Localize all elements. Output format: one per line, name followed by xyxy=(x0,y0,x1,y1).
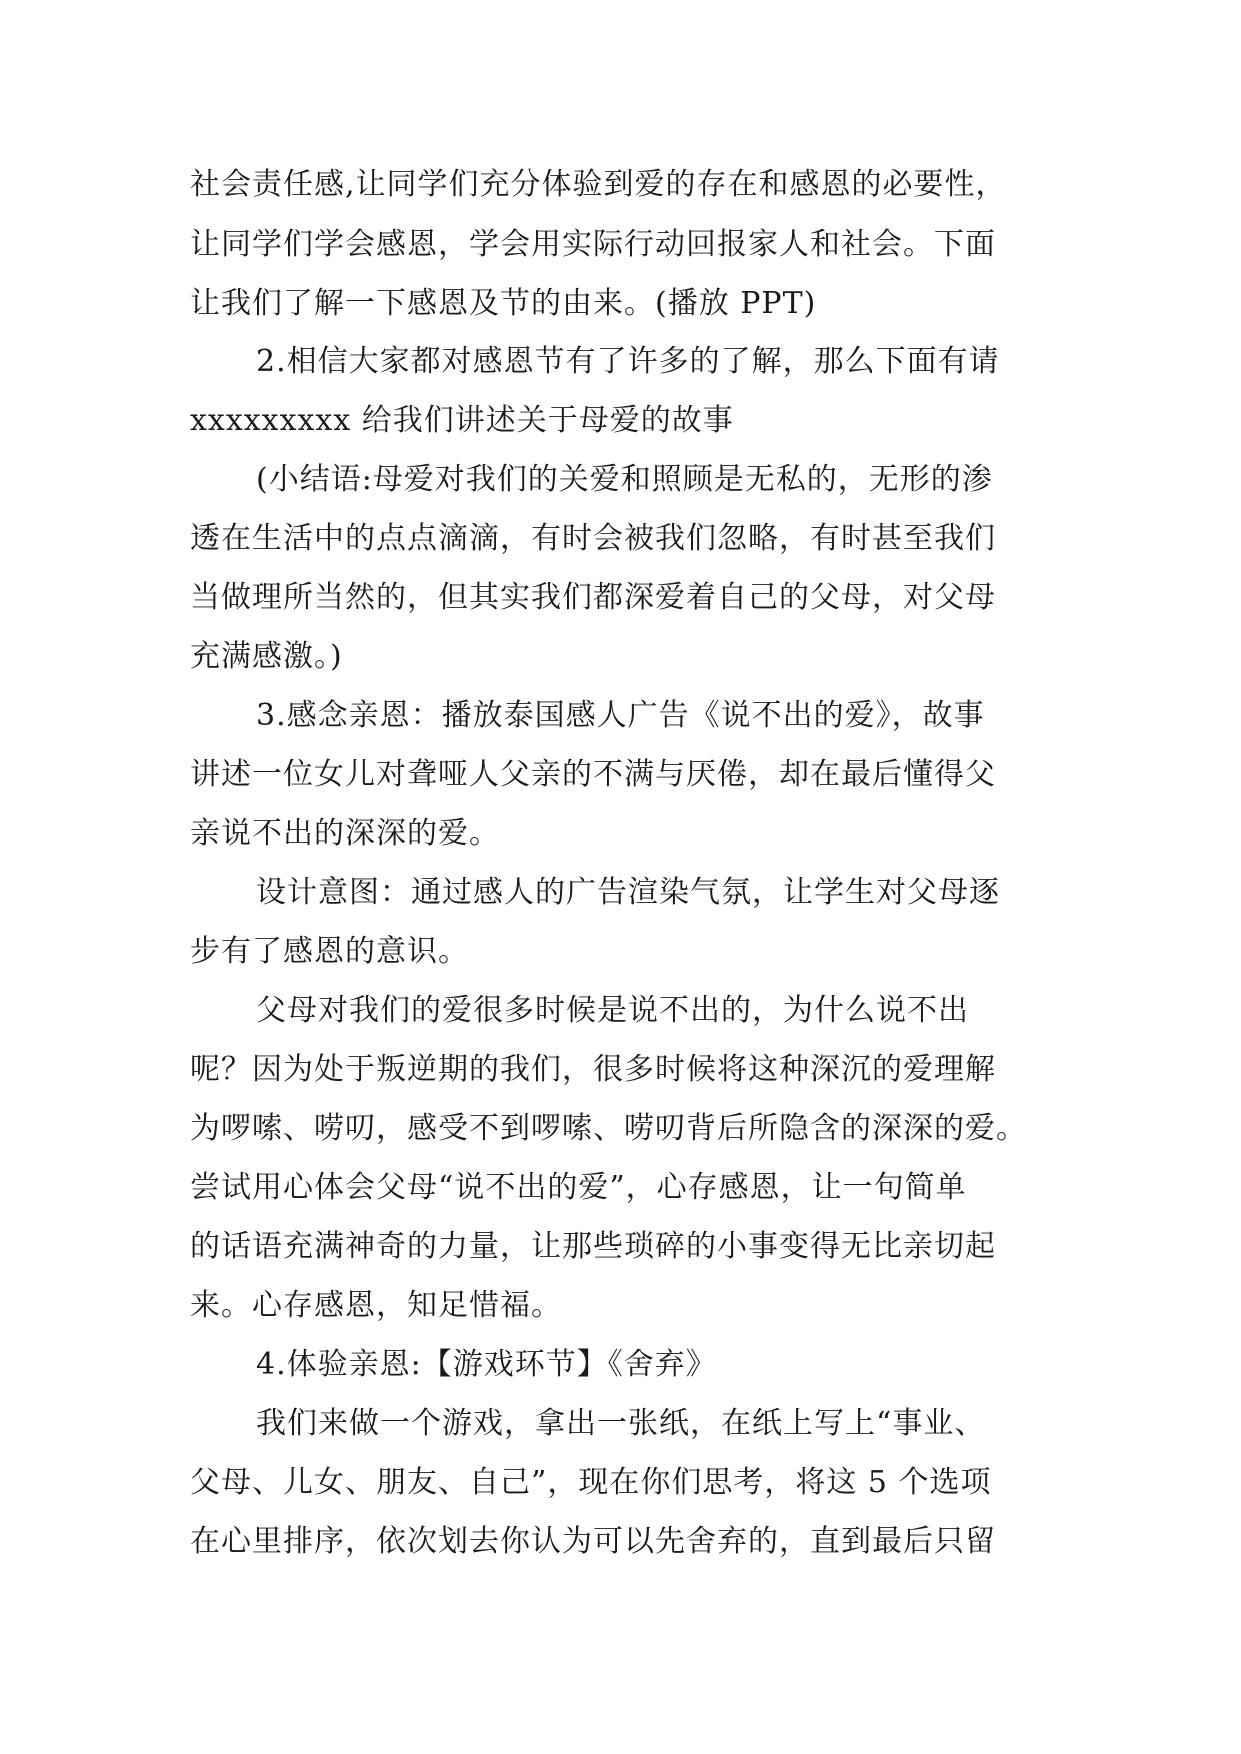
text-line: 2.相信大家都对感恩节有了许多的了解，那么下面有请 xyxy=(256,344,1000,379)
text-line: (小结语:母爱对我们的关爱和照顾是无私的，无形的渗 xyxy=(256,462,993,497)
text-line: 父母对我们的爱很多时候是说不出的，为什么说不出 xyxy=(256,993,969,1028)
text-line: 为啰嗦、唠叨，感受不到啰嗦、唠叨背后所隐含的深深的爱。 xyxy=(190,1111,1027,1146)
text-line: 的话语充满神奇的力量，让那些琐碎的小事变得无比亲切起 xyxy=(190,1229,996,1264)
text-line: 当做理所当然的，但其实我们都深爱着自己的父母，对父母 xyxy=(190,580,996,615)
text-line: 透在生活中的点点滴滴，有时会被我们忽略，有时甚至我们 xyxy=(190,521,996,556)
text-line: 步有了感恩的意识。 xyxy=(190,934,469,969)
text-line: 尝试用心体会父母“说不出的爱”，心存感恩，让一句简单 xyxy=(190,1170,967,1205)
text-line: 在心里排序，依次划去你认为可以先舍弃的，直到最后只留 xyxy=(190,1524,996,1559)
text-line: 社会责任感,让同学们充分体验到爱的存在和感恩的必要性， xyxy=(190,167,1007,202)
text-line: 充满感激。) xyxy=(190,639,343,674)
text-line: 3.感念亲恩：播放泰国感人广告《说不出的爱》，故事 xyxy=(256,698,985,733)
text-line: 让同学们学会感恩，学会用实际行动回报家人和社会。下面 xyxy=(190,227,996,262)
text-line: 父母、儿女、朋友、自己”，现在你们思考，将这 5 个选项 xyxy=(190,1465,992,1500)
text-line: 让我们了解一下感恩及节的由来。(播放 PPT) xyxy=(190,286,817,321)
text-line: 呢？因为处于叛逆期的我们，很多时候将这种深沉的爱理解 xyxy=(190,1052,996,1087)
text-line: 来。心存感恩，知足惜福。 xyxy=(190,1288,562,1323)
text-line: 设计意图：通过感人的广告渲染气氛，让学生对父母逐 xyxy=(256,875,1000,910)
text-line: 讲述一位女儿对聋哑人父亲的不满与厌倦，却在最后懂得父 xyxy=(190,757,996,792)
text-line: 我们来做一个游戏，拿出一张纸，在纸上写上“事业、 xyxy=(256,1406,986,1441)
text-line: 4.体验亲恩:【游戏环节】《舍弃》 xyxy=(256,1347,717,1382)
text-line: 亲说不出的深深的爱。 xyxy=(190,816,500,851)
text-line: xxxxxxxxx 给我们讲述关于母爱的故事 xyxy=(190,403,734,438)
